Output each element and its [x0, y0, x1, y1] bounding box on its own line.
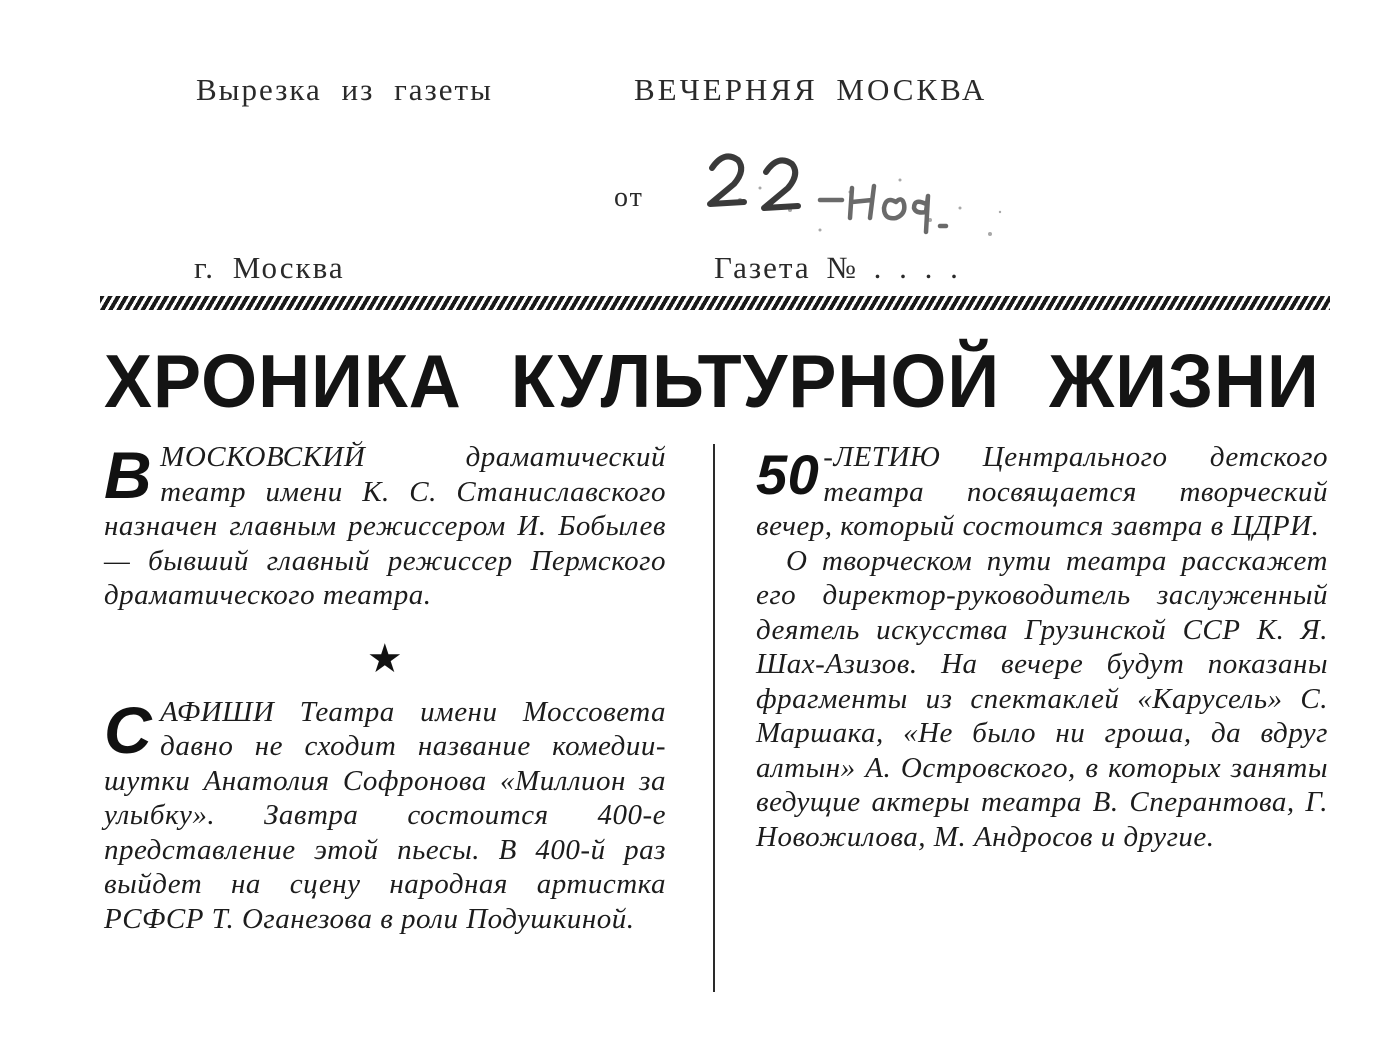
right-column [756, 440, 1328, 854]
news-item-childrens-theatre [756, 440, 1328, 544]
left-column [104, 440, 666, 936]
news-item-mossovet-theatre [104, 692, 666, 937]
column-divider [713, 444, 715, 992]
city-label: г. Москва [194, 250, 345, 285]
newspaper-name: ВЕЧЕРНЯЯ МОСКВА [634, 72, 988, 107]
clip-source-label: Вырезка из газеты [196, 72, 493, 107]
issue-number-label: Газета № . . . . [714, 250, 960, 285]
news-item-paragraph: О творческом пути театра расскажет его директор-руководитель заслуженный деятель искусства Грузинской ССР К. Я. Шах-Азизов. На вечере будут показаны фрагменты из спектаклей «Карусель» С. Маршака, «Не было ни гроша, да вдруг алтын» А. Островского, в которых заняты ведущие актеры театра В. Сперантова, Г. Новожилова, М. Андросов и другие. [756, 544, 1328, 853]
handwritten-date-stamp-icon [700, 140, 1030, 260]
news-item-text: АФИШИ Театра имени Моссовета давно не сходит название комедии-шутки Анатолия Софронова «Миллион за улыбку». Завтра состоится 400-е представление этой пьесы. В 400-й раз выйдет на сцену народная артистка РСФСР Т. Оганезова в роли Подушкиной. [104, 695, 666, 935]
news-item-drama-theatre [104, 440, 666, 613]
date-from-label: от [614, 182, 644, 213]
news-item-text: МОСКОВСКИЙ драматический театр имени К. С. Станиславского назначен главным режиссером И. Бобылев — бывший главный режиссер Пермского драматического театра. [104, 441, 666, 611]
clipping-header [0, 0, 1400, 300]
dropcap-number: 50 [756, 443, 820, 506]
news-item-text: -ЛЕТИЮ Центрального детского театра посвящается творческий вечер, который состоится завтра в ЦДРИ. [756, 441, 1328, 542]
hatched-divider [100, 296, 1330, 310]
dropcap-letter: С [104, 692, 153, 767]
article-headline: ХРОНИКА КУЛЬТУРНОЙ ЖИЗНИ [104, 340, 1320, 424]
star-icon: ★ [366, 635, 404, 681]
dropcap-letter: В [104, 438, 153, 512]
